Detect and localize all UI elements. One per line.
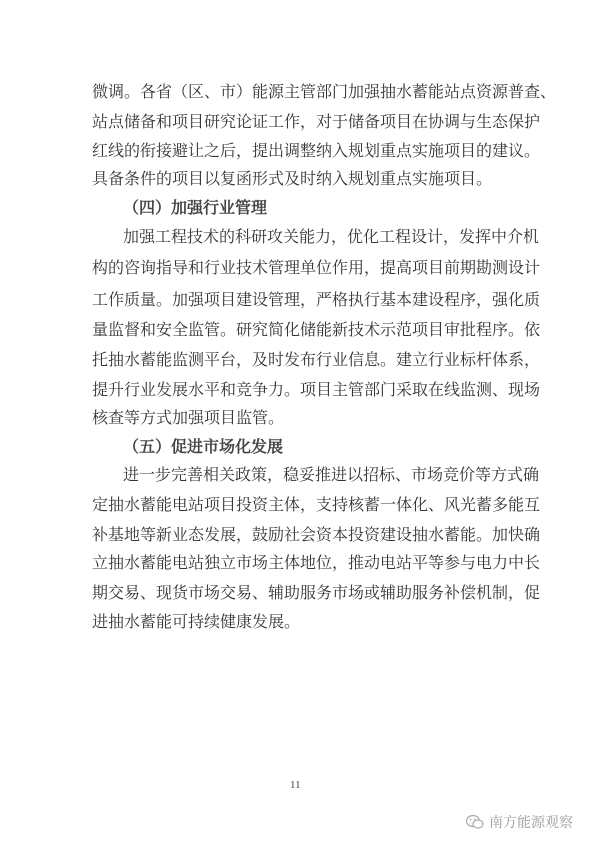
- paragraph-line: 核查等方式加强项目监管。: [92, 408, 285, 427]
- paragraph-line: 站点储备和项目研究论证工作，对于储备项目在协调与生态保护: [92, 112, 541, 131]
- paragraph-line: 构的咨询指导和行业技术管理单位作用，提高项目前期勘测设计: [92, 258, 541, 277]
- watermark-text: 南方能源观察: [489, 815, 573, 831]
- watermark: [465, 812, 573, 832]
- paragraph-line: 期交易、现货市场交易、辅助服务市场或辅助服务补偿机制，促: [92, 583, 541, 602]
- paragraph-line: 提升行业发展水平和竞争力。项目主管部门采取在线监测、现场: [92, 380, 541, 399]
- paragraph-line: 量监督和安全监管。研究简化储能新技术示范项目审批程序。依: [92, 320, 541, 339]
- paragraph-line: 进一步完善相关政策，稳妥推进以招标、市场竞价等方式确: [123, 465, 540, 484]
- paragraph-line: 加强工程技术的科研攻关能力，优化工程设计，发挥中介机: [123, 227, 540, 246]
- section-heading-4: （四）加强行业管理: [123, 198, 268, 217]
- paragraph-line: 工作质量。加强项目建设管理，严格执行基本建设程序，强化质: [92, 290, 541, 309]
- paragraph-line: 微调。各省（区、市）能源主管部门加强抽水蓄能站点资源普查、: [92, 82, 557, 101]
- paragraph-line: 进抽水蓄能可持续健康发展。: [92, 612, 301, 631]
- paragraph-line: 托抽水蓄能监测平台，及时发布行业信息。建立行业标杆体系，: [92, 350, 541, 369]
- paragraph-line: 立抽水蓄能电站独立市场主体地位，推动电站平等参与电力中长: [92, 553, 541, 572]
- paragraph-line: 具备条件的项目以复函形式及时纳入规划重点实施项目。: [92, 169, 493, 188]
- paragraph-line: 红线的衔接避让之后，提出调整纳入规划重点实施项目的建议。: [92, 141, 541, 160]
- paragraph-line: 补基地等新业态发展，鼓励社会资本投资建设抽水蓄能。加快确: [92, 525, 541, 544]
- section-heading-5: （五）促进市场化发展: [123, 437, 284, 456]
- page-number: 11: [290, 779, 301, 791]
- paragraph-line: 定抽水蓄能电站项目投资主体，支持核蓄一体化、风光蓄多能互: [92, 495, 541, 514]
- wechat-icon: [465, 814, 485, 830]
